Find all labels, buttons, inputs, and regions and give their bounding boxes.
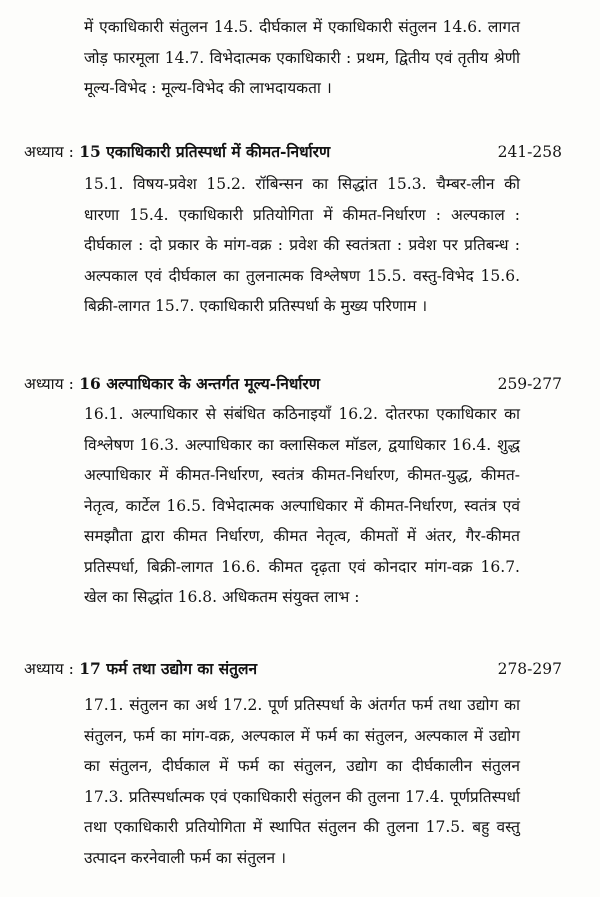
- chapter-17-label: अध्याय :: [24, 660, 74, 678]
- chapter-17-title: 17 फर्म तथा उद्योग का संतुलन: [79, 659, 258, 678]
- chapter-16-heading: [24, 371, 574, 397]
- chapter-17-contents: 17.1. संतुलन का अर्थ 17.2. पूर्ण प्रतिस्पर्धा के अंतर्गत फर्म तथा उद्योग का संतुलन, फर्म का मांग-वक्र, अल्पकाल में फर्म का संतुलन, अल्पकाल में उद्योग का संतुलन, दीर्घकाल में फर्म का संतुलन, उद्योग का दीर्घकालीन संतुलन 17.3. प्रतिस्पर्धात्मक एवं एकाधिकारी संतुलन की तुलना 17.4. पूर्णप्रतिस्पर्धा तथा एकाधिकारी प्रतियोगिता में स्थापित संतुलन की तुलना 17.5. बहु वस्तु उत्पादन करनेवाली फर्म का संतुलन ।: [84, 696, 520, 867]
- chapter-15-title-line: [24, 139, 330, 165]
- chapter-15-label: अध्याय :: [24, 143, 74, 161]
- chapter-16-contents: 16.1. अल्पाधिकार से संबंधित कठिनाइयाँ 16.2. दोतरफा एकाधिकार का विश्लेषण 16.3. अल्पाधिकार का क्लासिकल मॉडल, द्वयाधिकार 16.4. शुद्ध अल्पाधिकार में कीमत-निर्धारण, स्वतंत्र कीमत-निर्धारण, कीमत-युद्ध, कीमत-नेतृत्व, कार्टेल 16.5. विभेदात्मक अल्पाधिकार में कीमत-निर्धारण, स्वतंत्र एवं समझौता द्वारा कीमत निर्धारण, कीमत नेतृत्व, कीमतों में अंतर, गैर-कीमत प्रतिस्पर्धा, बिक्री-लागत 16.6. कीमत दृढ़ता एवं कोनदार मांग-वक्र 16.7. खेल का सिद्धांत 16.8. अधिकतम संयुक्त लाभ :: [84, 405, 520, 606]
- chapter-15-heading: [24, 139, 574, 165]
- chapter-15-contents: 15.1. विषय-प्रवेश 15.2. रॉबिन्सन का सिद्धांत 15.3. चैम्बर-लीन की धारणा 15.4. एकाधिकारी प्रतियोगिता में कीमत-निर्धारण : अल्पकाल : दीर्घकाल : दो प्रकार के मांग-वक्र : प्रवेश की स्वतंत्रता : प्रवेश पर प्रतिबन्ध : अल्पकाल एवं दीर्घकाल का तुलनात्मक विश्लेषण 15.5. वस्तु-विभेद 15.6. बिक्री-लागत 15.7. एकाधिकारी प्रतिस्पर्धा के मुख्य परिणाम ।: [84, 175, 520, 315]
- chapter-17-pages: 278-297: [497, 660, 562, 678]
- chapter-16-title: 16 अल्पाधिकार के अन्तर्गत मूल्य-निर्धारण: [79, 374, 320, 393]
- chapter-17-heading: [24, 656, 574, 682]
- chapter-16-title-line: [24, 371, 320, 397]
- chapter-15-title: 15 एकाधिकारी प्रतिस्पर्धा में कीमत-निर्धारण: [79, 142, 331, 161]
- chapter-16-pages: 259-277: [497, 375, 562, 393]
- chapter-15-pages: 241-258: [497, 143, 562, 161]
- chapter-16-label: अध्याय :: [24, 375, 74, 393]
- chapter-17-title-line: [24, 656, 257, 682]
- continued-contents-text: में एकाधिकारी संतुलन 14.5. दीर्घकाल में एकाधिकारी संतुलन 14.6. लागत जोड़ फारमूला 14.7. विभेदात्मक एकाधिकारी : प्रथम, द्वितीय एवं तृतीय श्रेणी मूल्य-विभेद : मूल्य-विभेद की लाभदायकता ।: [84, 18, 520, 97]
